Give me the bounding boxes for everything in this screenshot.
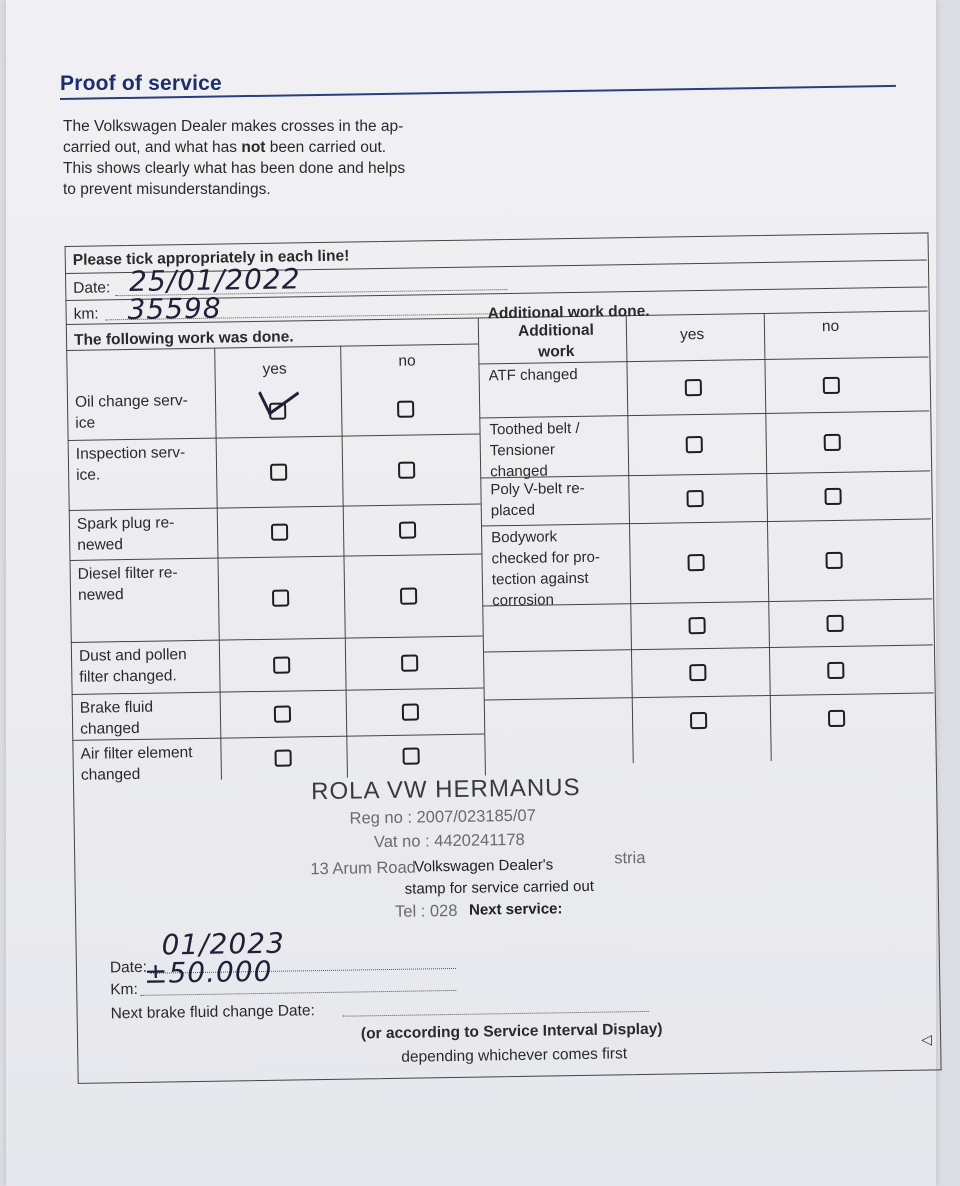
label-line: checked for pro- — [491, 548, 601, 568]
next-date-label: Date: — [109, 958, 148, 977]
label-line: ice. — [76, 466, 101, 484]
no-checkbox[interactable] — [398, 462, 415, 479]
additional-item-label — [488, 363, 628, 386]
work-item-label — [78, 562, 219, 606]
next-service-km-handwritten: ±50.000 — [143, 954, 273, 990]
no-checkbox[interactable] — [824, 488, 841, 505]
label-line: Spark plug re- — [76, 514, 175, 533]
date-label: Date: — [73, 279, 111, 297]
dealer-stamp-address: 13 Arum Road — [310, 858, 416, 879]
label-line: Air filter element — [80, 744, 193, 763]
label-line: Brake fluid — [79, 698, 154, 717]
yes-checkbox[interactable] — [271, 524, 288, 541]
label-line: Toothed belt / — [489, 419, 580, 439]
km-label: km: — [73, 305, 99, 323]
no-checkbox[interactable] — [399, 522, 416, 539]
no-checkbox[interactable] — [824, 434, 841, 451]
yes-checkbox[interactable] — [690, 712, 707, 729]
yes-checkbox[interactable] — [273, 657, 290, 674]
label-line: changed — [490, 462, 548, 481]
dealer-stamp-vat: Vat no : 4420241178 — [373, 830, 525, 852]
label-line: ice — [75, 414, 96, 432]
intro-line: to prevent misunderstandings. — [63, 181, 271, 198]
label-line: tection against — [491, 569, 589, 589]
yes-checkbox[interactable] — [270, 464, 287, 481]
additional-item-label — [490, 477, 631, 521]
label-line: changed — [80, 719, 140, 738]
label-line: newed — [77, 586, 124, 604]
no-checkbox[interactable] — [397, 401, 414, 418]
additional-item-label — [491, 525, 632, 611]
additional-work-heading: Additional work done. — [487, 302, 650, 323]
dealer-stamp-name: ROLA VW HERMANUS — [310, 773, 581, 806]
intro-line — [63, 137, 483, 158]
next-km-label: Km: — [110, 980, 138, 999]
no-checkbox[interactable] — [827, 662, 844, 679]
label-line: Poly V-belt re- — [490, 479, 585, 499]
work-done-heading: The following work was done. — [73, 328, 294, 349]
label-line: corrosion — [492, 591, 555, 610]
interval-note: (or according to Service Interval Display) — [360, 1020, 663, 1043]
no-checkbox[interactable] — [400, 588, 417, 605]
no-column-header: no — [398, 352, 416, 370]
page-title: Proof of service — [60, 72, 222, 95]
no-column-header: no — [821, 317, 840, 336]
work-item-label — [75, 390, 216, 434]
yes-checkbox[interactable] — [274, 705, 291, 722]
dealer-stamp-tel: Tel : 028 — [394, 901, 458, 921]
work-item-label — [77, 512, 218, 556]
work-item-label — [80, 742, 221, 786]
yes-checkbox[interactable] — [688, 617, 705, 634]
service-form — [64, 196, 942, 1083]
yes-checkbox[interactable] — [689, 664, 706, 681]
header-line: work — [538, 343, 575, 361]
next-service-label: Next service: — [468, 900, 563, 919]
yes-checkbox[interactable] — [269, 403, 286, 420]
dealer-stamp-address-tail: stria — [614, 848, 646, 868]
stamp-caption-line2: stamp for service carried out — [404, 877, 595, 898]
whichever-first-note: depending whichever comes first — [401, 1045, 628, 1066]
additional-work-column-header — [486, 319, 627, 363]
instruction-text: Please tick appropriately in each line! — [72, 247, 350, 269]
yes-checkbox[interactable] — [685, 379, 702, 396]
brake-fluid-label: Next brake fluid change Date: — [110, 1002, 315, 1023]
label-line: ATF changed — [488, 365, 578, 385]
service-km-handwritten: 35598 — [127, 291, 222, 327]
no-checkbox[interactable] — [825, 552, 842, 569]
intro-line: The Volkswagen Dealer makes crosses in the ap- — [63, 118, 404, 135]
yes-checkbox[interactable] — [275, 749, 292, 766]
no-checkbox[interactable] — [823, 377, 840, 394]
label-line: Diesel filter re- — [77, 564, 178, 583]
intro-line: This shows clearly what has been done and helps — [63, 160, 406, 177]
no-checkbox[interactable] — [402, 747, 419, 764]
no-checkbox[interactable] — [826, 615, 843, 632]
margin-triangle-icon: ◁ — [921, 1031, 932, 1047]
additional-item-label — [489, 417, 630, 482]
stamp-caption-line1: Volkswagen Dealer's — [414, 856, 554, 876]
no-checkbox[interactable] — [828, 710, 845, 727]
intro-emphasis: not — [241, 139, 266, 156]
label-line: placed — [490, 501, 536, 520]
label-line: Inspection serv- — [75, 444, 186, 463]
dealer-stamp-reg: Reg no : 2007/023185/07 — [349, 806, 536, 828]
header-line: Additional — [517, 321, 594, 340]
yes-checkbox[interactable] — [686, 490, 703, 507]
yes-checkbox[interactable] — [272, 590, 289, 607]
yes-column-header: yes — [679, 325, 705, 344]
label-line: Tensioner — [489, 441, 556, 460]
next-service-date-handwritten: 01/2023 — [161, 926, 286, 962]
service-date-handwritten: 25/01/2022 — [128, 262, 301, 298]
intro-paragraph — [63, 116, 483, 200]
service-booklet-page — [6, 0, 936, 1186]
no-checkbox[interactable] — [402, 703, 419, 720]
intro-text: carried out, and what has — [63, 139, 242, 156]
yes-column-header: yes — [262, 360, 287, 378]
yes-checkbox[interactable] — [686, 436, 703, 453]
label-line: changed — [80, 765, 141, 784]
yes-checkbox[interactable] — [687, 554, 704, 571]
no-checkbox[interactable] — [401, 654, 418, 671]
label-line: Oil change serv- — [74, 392, 189, 411]
intro-text: been carried out. — [265, 139, 387, 156]
work-item-label — [80, 696, 221, 740]
label-line: newed — [77, 536, 124, 554]
label-line: Bodywork — [491, 528, 558, 547]
work-item-label — [79, 644, 220, 688]
work-item-label — [76, 442, 217, 486]
label-line: filter changed. — [79, 667, 177, 686]
label-line: Dust and pollen — [78, 646, 187, 665]
